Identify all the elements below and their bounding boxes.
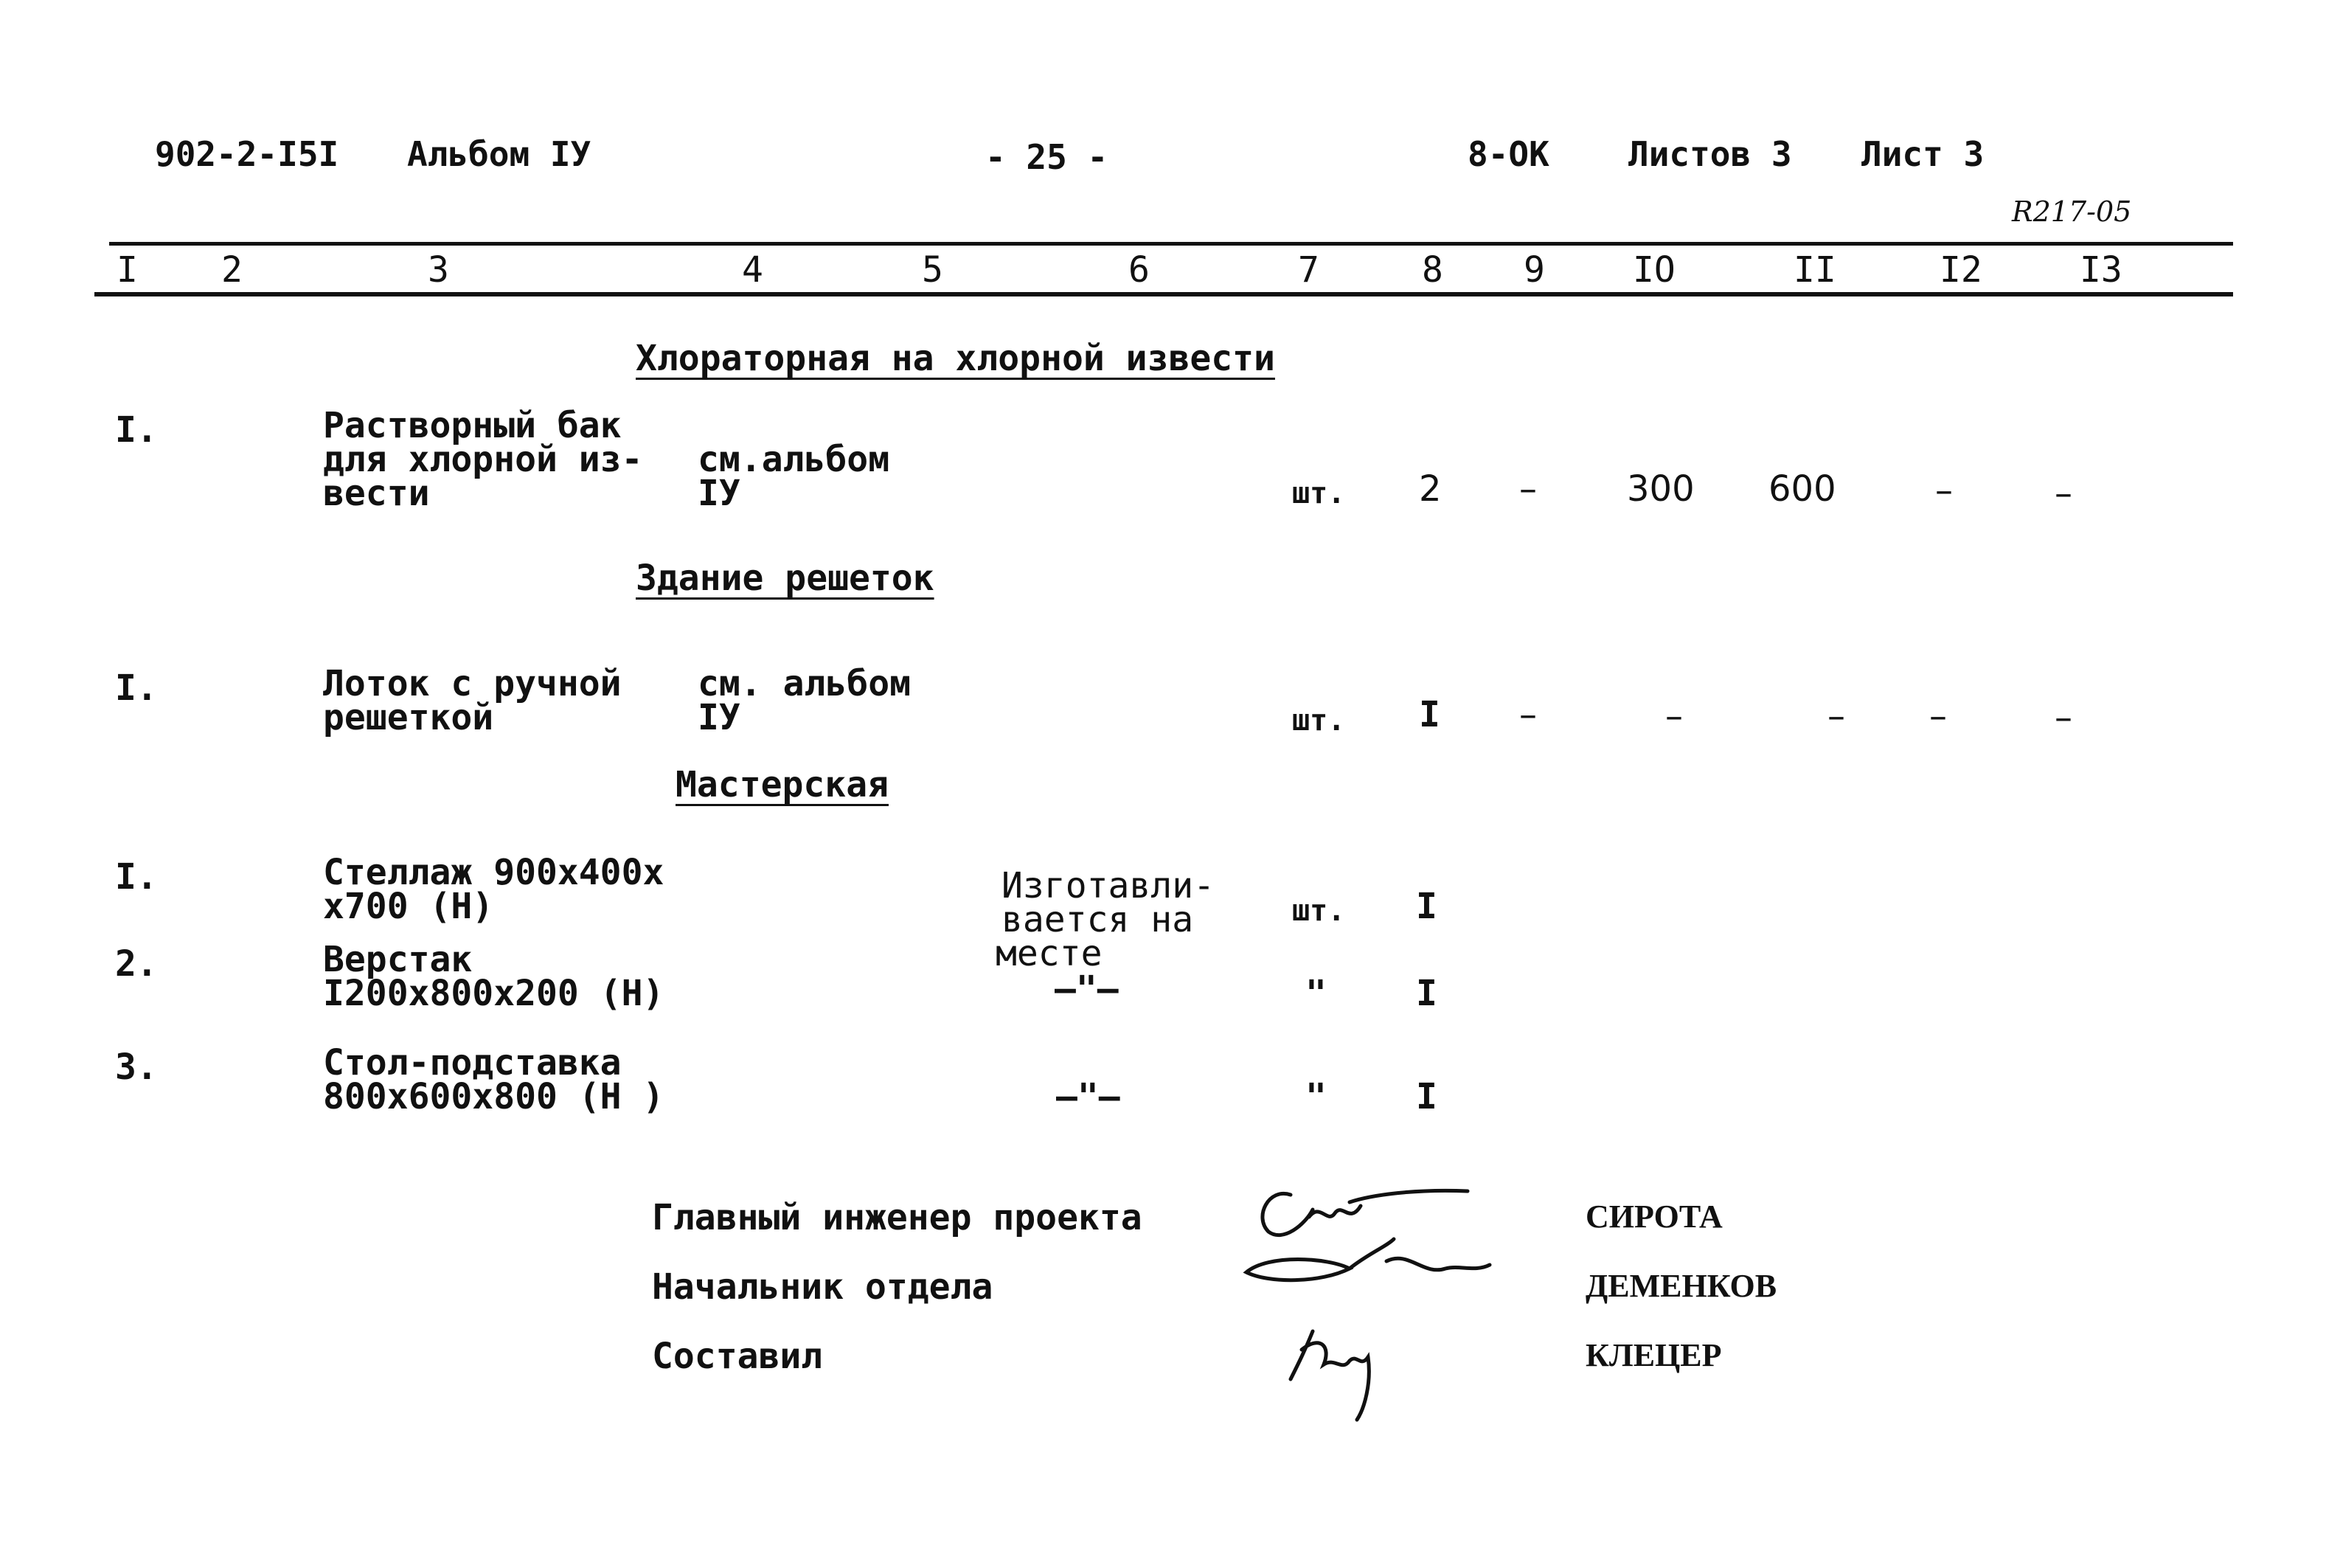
item-col12: – — [1935, 470, 1953, 511]
row-number: I. — [115, 667, 158, 709]
item-reference-line: см.альбом — [698, 439, 890, 480]
row-number: 3. — [115, 1047, 158, 1088]
item-note-line: Изготавли- — [1001, 865, 1215, 906]
item-col11: 600 — [1768, 468, 1836, 510]
item-col10: – — [1665, 695, 1683, 737]
column-header: 8 — [1422, 249, 1443, 291]
item-quantity: I — [1416, 973, 1437, 1014]
signature-role: Главный инженер проекта — [652, 1197, 1142, 1238]
inventory-number: R217-05 — [2012, 195, 2132, 228]
row-number: 2. — [115, 943, 158, 985]
album-label: Альбом IУ — [407, 134, 591, 174]
column-header: 2 — [221, 249, 243, 291]
signature-kletser — [1291, 1331, 1369, 1420]
handwritten-signatures — [1239, 1173, 1534, 1423]
signature-name: СИРОТА — [1586, 1198, 1723, 1235]
row-number: I. — [115, 856, 158, 898]
item-note-line: вается на — [1001, 899, 1194, 940]
item-reference-line: IУ — [698, 697, 740, 738]
item-col13: – — [2055, 473, 2072, 514]
column-header: 3 — [428, 249, 449, 291]
item-col11: – — [1827, 695, 1845, 737]
column-header: II — [1794, 249, 1836, 291]
row-number: I. — [115, 409, 158, 451]
section-title: Хлораторная на хлорной извести — [636, 338, 1275, 379]
header-bottom-rule — [94, 292, 2233, 296]
signature-sirota — [1263, 1190, 1468, 1235]
item-name-line: I200х800х200 (Н) — [323, 973, 664, 1014]
sheet-number: Лист 3 — [1861, 134, 1985, 174]
item-note-line: –"– — [1056, 1076, 1120, 1117]
section-code: 8-ОК — [1468, 134, 1549, 174]
item-name-line: Верстак — [323, 939, 473, 980]
item-quantity: 2 — [1419, 468, 1442, 510]
sheets-total: Листов 3 — [1628, 134, 1792, 174]
doc-code: 902-2-I5I — [155, 134, 339, 174]
item-reference-line: см. альбом — [698, 663, 911, 704]
item-unit: " — [1305, 1076, 1327, 1117]
item-name-line: Стол-подставка — [323, 1042, 622, 1083]
column-header: 6 — [1128, 249, 1150, 291]
item-col9: – — [1519, 694, 1537, 735]
signature-name: ДЕМЕНКОВ — [1586, 1268, 1777, 1304]
item-col13: – — [2055, 697, 2072, 738]
column-header: I — [117, 249, 138, 291]
item-name-line: Лоток с ручной — [323, 663, 622, 704]
column-header: I3 — [2080, 249, 2122, 291]
column-header: 4 — [742, 249, 763, 291]
signature-role: Начальник отдела — [652, 1266, 993, 1308]
section-title: Здание решеток — [636, 558, 934, 599]
column-header: 5 — [922, 249, 943, 291]
signature-demenkov — [1246, 1239, 1490, 1280]
item-name-line: решеткой — [323, 697, 494, 738]
item-name-line: Растворный бак — [323, 405, 622, 446]
page-number: - 25 - — [985, 137, 1108, 177]
signature-name: КЛЕЦЕР — [1586, 1337, 1722, 1373]
item-col9: – — [1519, 468, 1537, 510]
signature-role: Составил — [652, 1336, 823, 1377]
item-unit: " — [1305, 973, 1327, 1014]
item-name-line: 800х600х800 (Н ) — [323, 1076, 664, 1117]
item-note-line: –"– — [1055, 968, 1119, 1010]
column-header: 9 — [1524, 249, 1545, 291]
column-header: IO — [1633, 249, 1676, 291]
item-name-line: для хлорной из- — [323, 439, 643, 480]
column-header: 7 — [1298, 249, 1319, 291]
item-name-line: х700 (Н) — [323, 886, 494, 927]
item-reference-line: IУ — [698, 473, 740, 514]
item-unit: шт. — [1292, 476, 1346, 510]
item-unit: шт. — [1292, 894, 1346, 928]
item-quantity: I — [1419, 694, 1440, 735]
header-top-rule — [109, 242, 2233, 246]
item-quantity: I — [1416, 1076, 1437, 1117]
item-name-line: вести — [323, 473, 430, 514]
column-header: I2 — [1940, 249, 1982, 291]
item-name-line: Стеллаж 900х400х — [323, 852, 664, 893]
item-col10: 300 — [1627, 468, 1695, 510]
item-unit: шт. — [1292, 704, 1346, 738]
section-title: Мастерская — [676, 764, 889, 805]
item-quantity: I — [1416, 886, 1437, 927]
item-note-line: месте — [996, 933, 1103, 974]
item-col12: – — [1929, 695, 1947, 737]
